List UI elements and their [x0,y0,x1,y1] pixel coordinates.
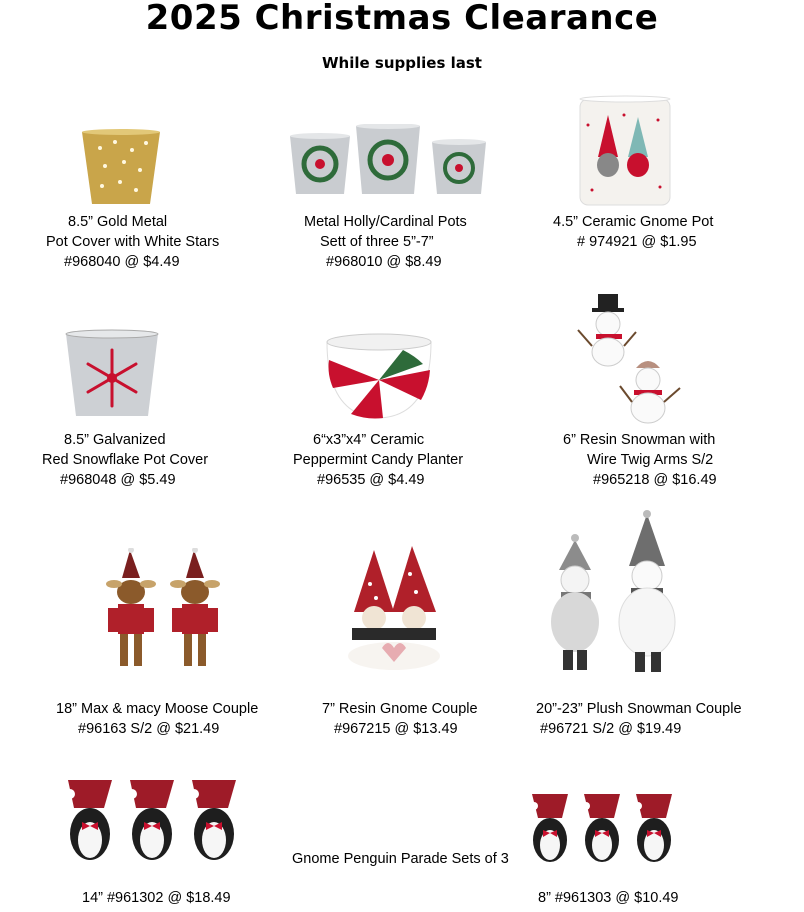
penguin-small-caption: 8” #961303 @ $10.49 [538,890,679,906]
gold-pot-caption [46,212,219,272]
gnome-pot-caption [553,212,713,252]
caption-line: 7” Resin Gnome Couple [322,701,478,717]
caption-line: Peppermint Candy Planter [293,452,464,468]
gnome-pot-image [578,95,672,207]
caption-line: #96163 S/2 @ $21.49 [78,721,220,737]
caption-line: Wire Twig Arms S/2 [587,452,714,468]
caption-line: 4.5” Ceramic Gnome Pot [553,214,714,230]
caption-line: #965218 @ $16.49 [593,472,717,488]
snowflake-pot-image [64,328,160,420]
gnome-couple-image [344,544,444,672]
page-title: 2025 Christmas Clearance [145,0,659,38]
caption-line: #967215 @ $13.49 [334,721,458,737]
moose-couple-image [100,548,228,678]
holly-pots-caption [304,212,467,272]
penguin-gnomes-large-image [64,770,248,864]
peppermint-planter-image [323,330,435,422]
plush-snowman-caption [536,699,742,739]
caption-line: Pot Cover with White Stars [46,234,220,250]
penguin-parade-label: Gnome Penguin Parade Sets of 3 [292,851,509,867]
gnome-couple-caption [322,699,478,739]
moose-couple-caption [56,699,258,739]
caption-line: 6“x3”x4” Ceramic [313,432,425,448]
penguin-large-caption: 14” #961302 @ $18.49 [82,890,231,906]
caption-line: Metal Holly/Cardinal Pots [304,214,467,230]
caption-line: #96721 S/2 @ $19.49 [540,721,682,737]
caption-line: #968040 @ $4.49 [64,254,180,270]
caption-line: 18” Max & macy Moose Couple [56,701,259,717]
caption-line: 8.5” Galvanized [64,432,166,448]
peppermint-planter-caption [293,430,463,490]
resin-snowman-caption [563,430,715,490]
caption-line: #96535 @ $4.49 [317,472,425,488]
snowflake-pot-caption [42,430,208,490]
caption-line: 8.5” Gold Metal [68,214,168,230]
holly-pots-image [288,124,488,198]
caption-line: #968010 @ $8.49 [326,254,442,270]
plush-snowman-image [545,510,691,676]
caption-line: 6” Resin Snowman with [563,432,716,448]
page-subtitle: While supplies last [322,54,482,72]
gold-pot-image [80,128,162,208]
caption-line: Sett of three 5”-7” [320,234,434,250]
caption-line: #968048 @ $5.49 [60,472,176,488]
penguin-gnomes-small-image [528,788,682,864]
caption-line: # 974921 @ $1.95 [577,234,697,250]
caption-line: Red Snowflake Pot Cover [42,452,209,468]
caption-line: 20”-23” Plush Snowman Couple [536,701,742,717]
resin-snowman-image [576,290,688,426]
